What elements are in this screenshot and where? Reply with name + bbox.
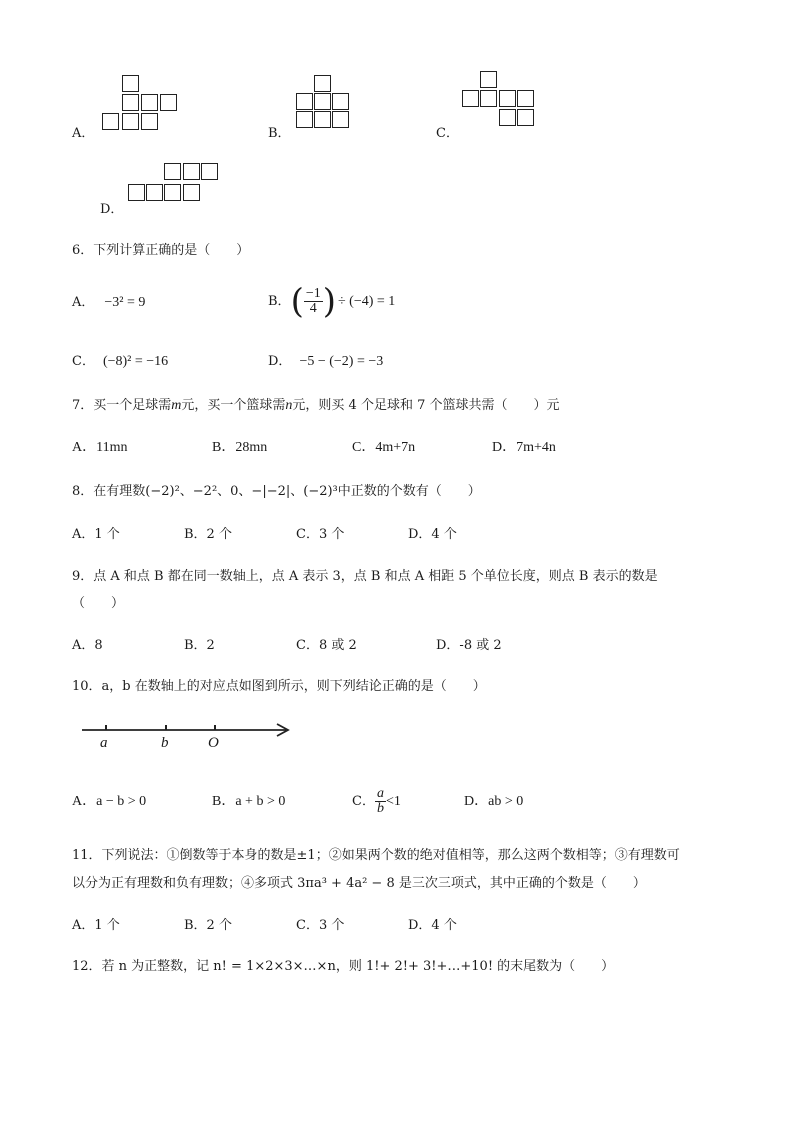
q9-stem: 9．点 A 和点 B 都在同一数轴上，点 A 表示 3，点 B 和点 A 相距 5 个单位长度，则点 B 表示的数是 (72, 569, 658, 584)
q6-option-d: D． −5 − (−2) = −3 (268, 354, 384, 369)
q7-option-a: A．11mn (72, 440, 128, 455)
q11-option-a: A．1 个 (72, 918, 120, 933)
q9-stem-continued: （ ） (72, 596, 125, 611)
q6-option-b: B．( $\frac{-1}{4}$ ) ÷ (−4) = 1 (268, 281, 396, 322)
q10-option-a: A．a − b > 0 (72, 794, 147, 809)
q7-option-b: B．28mn (212, 440, 268, 455)
q5-option-a-label: A． (72, 126, 95, 141)
q10-option-d: D．ab > 0 (464, 794, 524, 809)
axis-label-origin: O (208, 735, 219, 751)
axis-label-a: a (100, 735, 108, 751)
q8-option-a: A．1 个 (72, 527, 120, 542)
q7-stem: 7．买一个足球需m元，买一个篮球需n元，则买 4 个足球和 7 个篮球共需（ ）元 (72, 398, 560, 413)
q8-stem: 8．在有理数(−2)²、−2²、0、−|−2|、(−2)³中正数的个数有（ ） (72, 484, 481, 499)
q8-option-b: B．2 个 (184, 527, 232, 542)
q11-stem-line1: 11．下列说法：①倒数等于本身的数是±1；②如果两个数的绝对值相等，那么这两个数相等；③有理数可 (72, 848, 680, 863)
q9-option-b: B．2 (184, 638, 215, 653)
q11-option-b: B．2 个 (184, 918, 232, 933)
q6-option-a: A． −3² = 9 (72, 295, 146, 310)
q10-option-b: B．a + b > 0 (212, 794, 286, 809)
q5-option-c-label: C． (436, 126, 459, 141)
q10-option-c: C． $\frac{a}{b}$ <1 (352, 786, 401, 816)
q8-option-d: D．4 个 (408, 527, 457, 542)
q12-stem: 12．若 n 为正整数，记 n! = 1×2×3×…×n，则 1!+ 2!+ 3!+…+10! 的末尾数为（ ） (72, 959, 615, 974)
q11-option-c: C．3 个 (296, 918, 345, 933)
axis-label-b: b (161, 735, 169, 751)
q9-option-d: D．-8 或 2 (436, 638, 502, 653)
q6-stem: 6．下列计算正确的是（ ） (72, 243, 250, 258)
q5-option-d-label: D． (100, 202, 124, 217)
q10-stem: 10．a，b 在数轴上的对应点如图到所示，则下列结论正确的是（ ） (72, 679, 486, 694)
q6-option-c: C． (−8)² = −16 (72, 354, 169, 369)
q11-stem-line2: 以分为正有理数和负有理数；④多项式 3πa³ + 4a² − 8 是三次三项式，其中正确的个数是（ ） (72, 876, 646, 891)
q10-number-line (78, 718, 298, 754)
q7-option-d: D．7m+4n (492, 440, 556, 455)
q11-option-d: D．4 个 (408, 918, 457, 933)
q9-option-c: C．8 或 2 (296, 638, 357, 653)
q5-option-b-label: B． (268, 126, 291, 141)
q9-option-a: A．8 (72, 638, 103, 653)
q7-option-c: C．4m+7n (352, 440, 416, 455)
q8-option-c: C．3 个 (296, 527, 345, 542)
